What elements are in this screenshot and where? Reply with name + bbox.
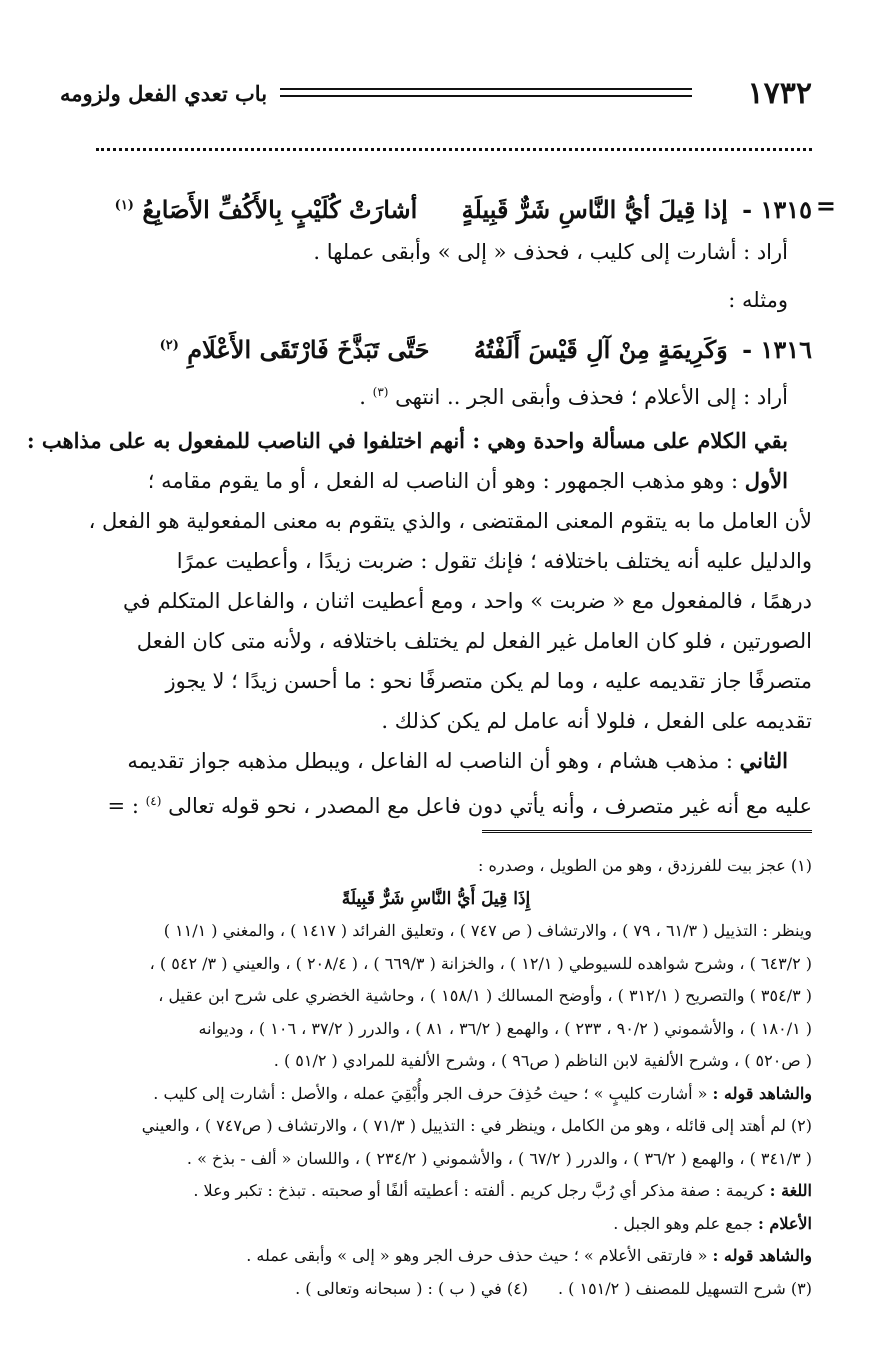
paragraph-first [60,461,812,501]
verse-hemistich-2: أشارَتْ كُلَيْبٍ بِالأَكُفِّ الأَصَابِعُ [142,195,418,224]
footnote-separator [482,830,812,833]
paragraph [60,372,812,417]
footnote-label: اللغة : [769,1181,812,1200]
footnote-4: (٤) في ( ب ) : ( سبحانه وتعالى ) . [295,1278,528,1298]
verse-hemistich-1: إذا قِيلَ أيُّ النَّاسِ شَرٌّ قَبِيلَةٍ [461,195,728,224]
paragraph-end: : = [107,794,139,818]
paragraph-line: : مذهب هشام ، وهو أن الناصب له الفاعل ، ويبطل مذهبه جواز تقديمه [127,749,733,773]
verse-hemistich-2: حَتَّى تَبَذَّخَ فَارْتَقَى الأَعْلَامِ [187,335,430,364]
footnote-label: والشاهد قوله : [712,1246,812,1265]
page-number: ١٧٣٢ [747,76,812,111]
dotted-separator [96,148,812,151]
footnote-ref-line: وينظر : التذييل ( ٦١/٣ ، ٧٩ ) ، والارتشاف ( ص ٧٤٧ ) ، وتعليق الفرائد ( ١٤١٧ ) ، والمغني ( ١١/١ ) [163,921,812,940]
page-header [60,74,812,114]
section-heading: الأول [744,468,788,493]
footnote-alam [60,1208,812,1241]
footnote-verse: إِذَا قِيلَ أَيُّ النَّاسِ شَرٌّ قَبِيلَةً [341,888,531,909]
verse-number: ١٣١٥ - [742,195,812,224]
paragraph-line: عليه مع أنه غير متصرف ، وأنه يأتي دون فاعل مع المصدر ، نحو قوله تعالى [168,794,812,818]
paragraph-line: : وهو مذهب الجمهور : وهو أن الناصب له الفعل ، أو ما يقوم مقامه ؛ [147,469,739,493]
footnote-shahid [60,1078,812,1111]
paragraph-line: لأن العامل ما به يتقوم المعنى المقتضى ، والذي يتقوم به معنى المفعولية هو الفعل ، [88,509,812,533]
paragraph-first [60,741,812,781]
footnote-lugha [60,1175,812,1208]
paragraph: بقي الكلام على مسألة واحدة وهي : أنهم اختلفوا في الناصب للمفعول به على مذاهب : [26,428,788,453]
footnotes-3-4 [60,1273,812,1306]
verse-number: ١٣١٦ - [742,335,812,364]
footnote-2-cont: ( ٣٤١/٣ ) ، والهمع ( ٣٦/٢ ) ، والدرر ( ٦٧/٢ ) ، والأشموني ( ٢٣٤/٢ ) ، واللسان « ألف - بذخ » . [186,1148,812,1168]
footnote-2: (٢) لم أهتد إلى قائله ، وهو من الكامل ، وينظر في : التذييل ( ٧١/٣ ) ، والارتشاف ( ص٧٤٧ ) ، والعيني [141,1116,812,1135]
paragraph-last-line [60,781,812,826]
paragraph-end: . [359,385,366,409]
verse-hemistich-1: وَكَرِيمَةٍ مِنْ آلِ قَيْسَ أَلَفْتُهُ [473,335,728,364]
paragraph-line: متصرفًا جاز تقديمه عليه ، وما لم يكن متصرفًا نحو : ما أحسن زيدًا ؛ لا يجوز [165,669,812,693]
section-heading: الثاني [739,748,788,773]
footnote-ref: (٢) [159,338,179,353]
main-text [26,180,836,826]
paragraph-line: الصورتين ، فلو كان العامل غير الفعل لم يختلف باختلافه ، ولأنه متى كان الفعل [136,629,812,653]
footnote-1: (١) عجز بيت للفرزدق ، وهو من الطويل ، وصدره : [478,856,812,875]
footnote-text: « فارتقى الأعلام » ؛ حيث حذف حرف الجر وهو « إلى » وأبقى عمله . [246,1246,708,1265]
footnote-ref-line: ( ٦٤٣/٢ ) ، وشرح شواهده للسيوطي ( ١٢/١ ) ، والخزانة ( ٦٦٩/٣ ) ، ( ٢٠٨/٤ ) ، والعيني ( ٣/ ٥٤٢ ) ، [149,953,812,973]
verse-1315 [60,180,836,232]
footnote-shahid [60,1240,812,1273]
footnote-text: جمع علم وهو الجبل . [613,1213,753,1233]
footnote-label: والشاهد قوله : [712,1083,812,1103]
footnote-ref: (٤) [145,794,162,808]
paragraph: ومثله : [728,288,788,312]
paragraph-line: درهمًا ، فالمفعول مع « ضربت » واحد ، ومع أعطيت اثنان ، والفاعل المتكلم في [123,589,812,613]
continuation-mark: = [815,191,836,220]
footnote-ref: (١) [114,198,134,213]
paragraph: أراد : أشارت إلى كليب ، فحذف « إلى » وأبقى عملها . [313,240,788,264]
verse-1316 [60,320,812,372]
footnotes [60,850,812,1305]
paragraph-line: تقديمه على الفعل ، فلولا أنه عامل لم يكن كذلك . [381,709,812,733]
paragraph-line: والدليل عليه أنه يختلف باختلافه ؛ فإنك تقول : ضربت زيدًا ، وأعطيت عمرًا [176,549,812,573]
footnote-text: كريمة : صفة مذكر أي رُبَّ رجل كريم . ألفته : أعطيته ألفًا أو صحبته . تبذخ : تكبر وعلا . [193,1181,765,1200]
footnote-text: « أشارت كليبٍ » ؛ حيث حُذِفَ حرف الجر وأُبْقِيَ عمله ، والأصل : أشارت إلى كليب . [153,1083,708,1103]
footnote-ref-line: ( ١٨٠/١ ) ، والأشموني ( ٩٠/٢ ، ٢٣٣ ) ، والهمع ( ٣٦/٢ ، ٨١ ) ، والدرر ( ٣٧/٢ ، ١٠٦ ) ، وديوانه [198,1018,812,1038]
paragraph-text: أراد : إلى الأعلام ؛ فحذف وأبقى الجر .. انتهى [395,385,788,409]
footnote-3: (٣) شرح التسهيل للمصنف ( ١٥١/٢ ) . [557,1278,812,1298]
chapter-title: باب تعدي الفعل ولزومه [60,81,268,106]
footnote-ref-line: ( ص٥٢٠ ) ، وشرح الألفية لابن الناظم ( ص٩٦ ) ، وشرح الألفية للمرادي ( ٥١/٢ ) . [273,1051,812,1070]
footnote-ref: (٣) [372,385,389,399]
book-page [26,60,836,1320]
footnote-ref-line: ( ٣٥٤/٣ ) والتصريح ( ٣١٢/١ ) ، وأوضح المسالك ( ١٥٨/١ ) ، وحاشية الخضري على شرح ابن عقيل ، [158,986,812,1005]
header-rule [280,88,692,97]
footnote-label: الأعلام : [757,1213,812,1233]
